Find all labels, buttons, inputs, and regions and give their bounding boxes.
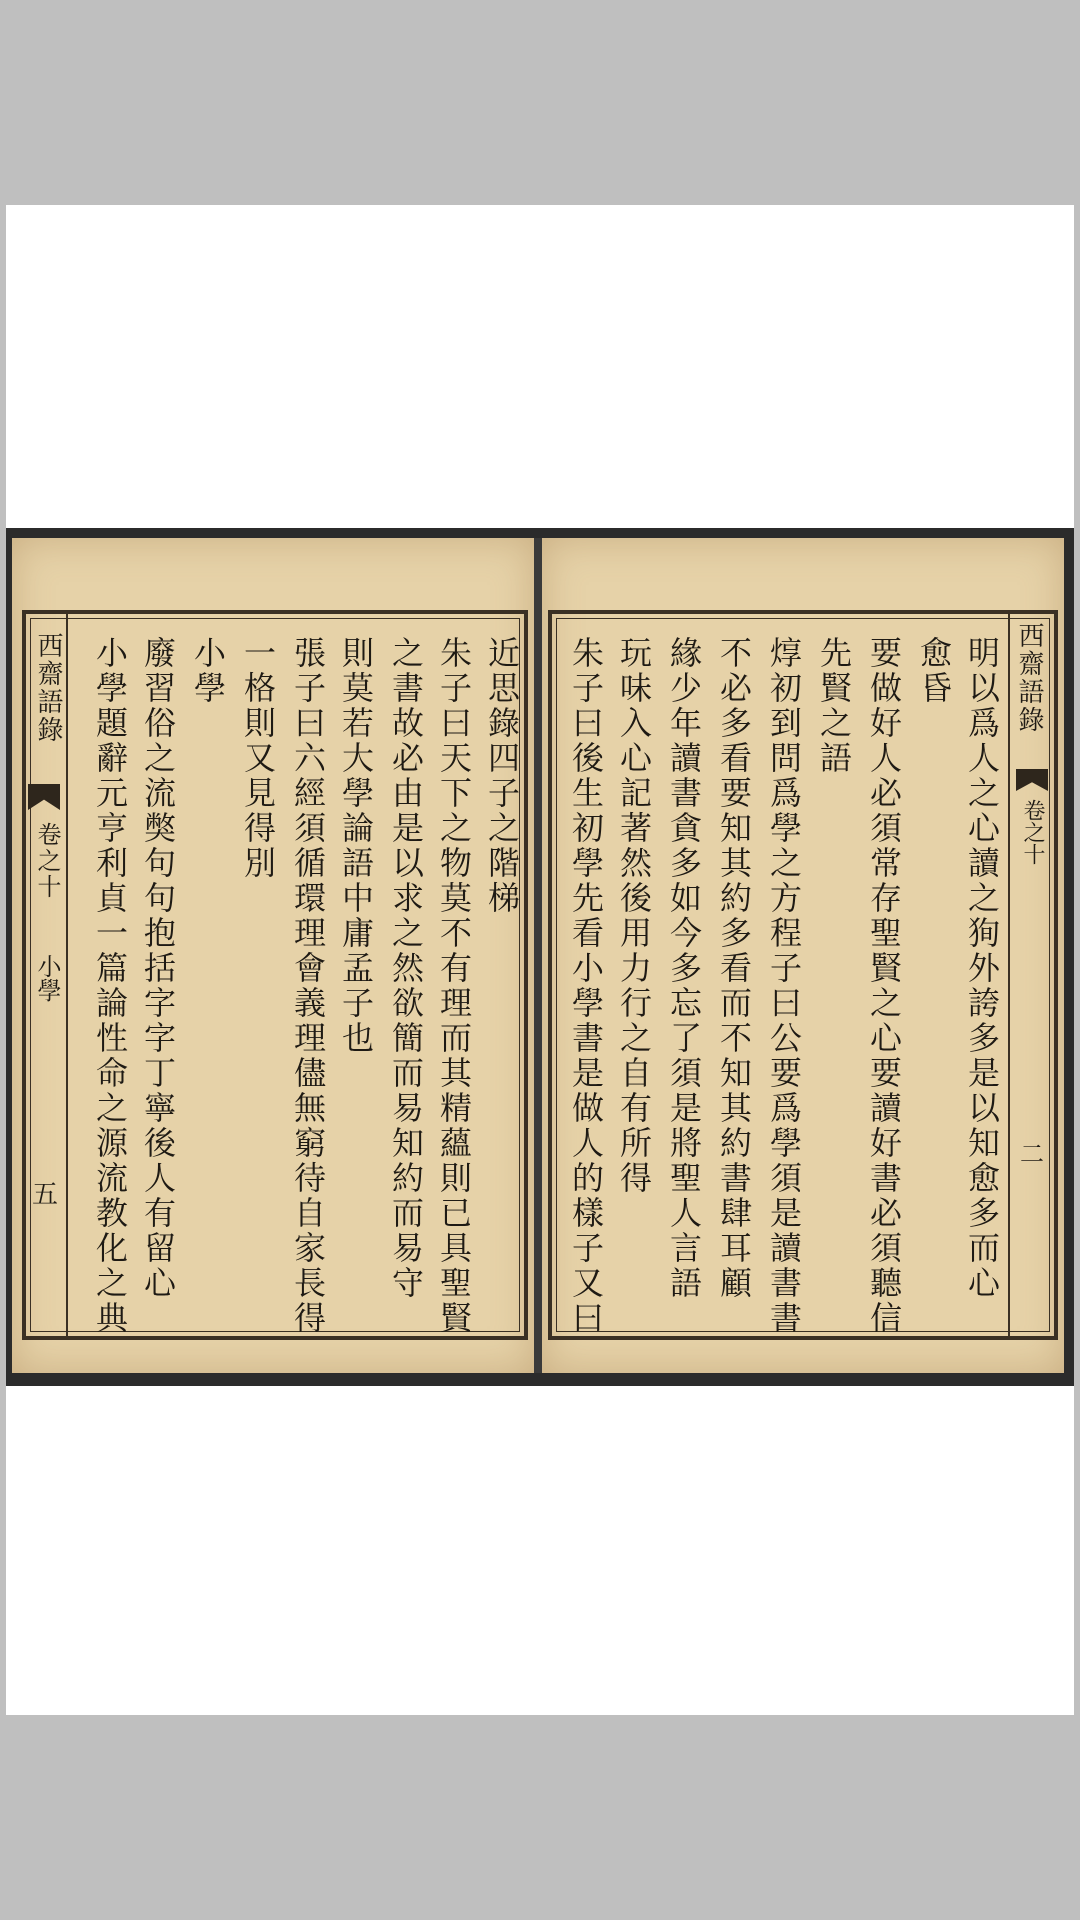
left-margin-strip — [26, 614, 66, 1336]
left-margin-page-number: 五 — [32, 1180, 59, 1210]
right-margin-volume: 卷之十 — [1020, 799, 1045, 865]
right-margin-title: 西齋語錄 — [1014, 622, 1044, 734]
text-column: 則莫若大學論語中庸孟子也 — [337, 636, 375, 1056]
text-column: 小學題辭元亨利貞一篇論性命之源流教化之典 — [91, 636, 129, 1336]
margin-rule — [66, 614, 68, 1336]
text-column: 明以爲人之心讀之狥外誇多是以知愈多而心 — [963, 636, 1001, 1301]
left-margin-title: 西齋語錄 — [33, 632, 63, 744]
text-column: 近思錄四子之階梯 — [483, 636, 521, 916]
text-column: 一格則又見得別 — [239, 636, 277, 881]
text-column: 愈昏 — [915, 636, 953, 706]
text-column: 朱子曰天下之物莫不有理而其精蘊則已具聖賢 — [435, 636, 473, 1336]
book-spine — [534, 538, 542, 1373]
book-scan — [6, 528, 1074, 1386]
fish-tail-mark-icon — [1016, 769, 1048, 791]
left-margin-volume: 卷之十 — [33, 822, 61, 900]
text-column: 張子曰六經須循環理會義理儘無窮待自家長得 — [289, 636, 327, 1336]
text-column: 廢習俗之流獘句句抱括字字丁寧後人有留心 — [139, 636, 177, 1301]
left-page — [12, 538, 534, 1373]
image-viewer — [6, 205, 1074, 1715]
right-text-frame — [548, 610, 1058, 1340]
text-column: 不必多看要知其約多看而不知其約書肆耳顧 — [715, 636, 753, 1301]
text-column: 玩味入心記著然後用力行之自有所得 — [615, 636, 653, 1196]
text-column: 先賢之語 — [815, 636, 853, 776]
text-column: 朱子曰後生初學先看小學書是做人的樣子又曰 — [567, 636, 605, 1336]
fish-tail-mark-icon — [28, 784, 60, 810]
text-column: 之書故必由是以求之然欲簡而易知約而易守 — [387, 636, 425, 1301]
text-column: 小學 — [189, 636, 227, 706]
right-margin-page-number: 二 — [1020, 1140, 1044, 1168]
left-text-frame — [22, 610, 528, 1340]
text-column: 要做好人必須常存聖賢之心要讀好書必須聽信 — [865, 636, 903, 1336]
text-column: 焞初到問爲學之方程子曰公要爲學須是讀書書 — [765, 636, 803, 1336]
right-page — [542, 538, 1064, 1373]
left-margin-section: 小學 — [33, 954, 61, 1002]
text-column: 緣少年讀書貪多如今多忘了須是將聖人言語 — [665, 636, 703, 1301]
right-margin-strip — [1010, 614, 1054, 1336]
